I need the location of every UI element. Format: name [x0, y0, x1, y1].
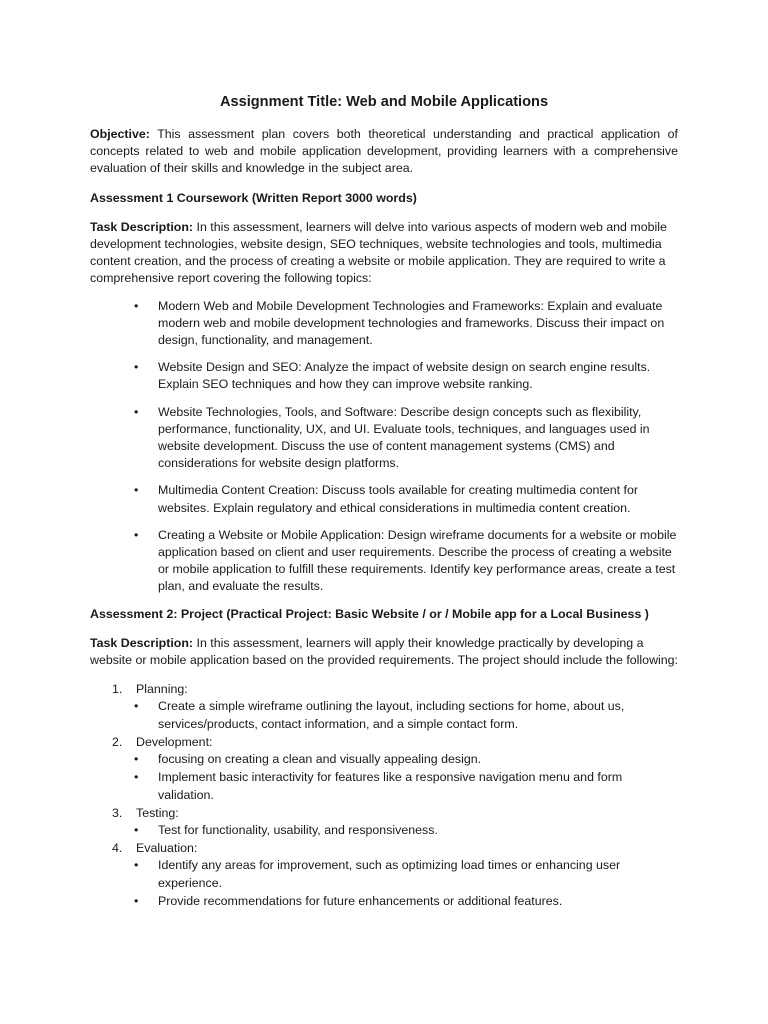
topic-text: Website Design and SEO: Analyze the impact of website design on search engine results. Explain SEO techniques and how they can improve website ranking. — [158, 360, 651, 392]
bullet-icon: • — [134, 858, 139, 873]
step-label: Planning: — [136, 682, 188, 697]
sub-list — [136, 857, 678, 910]
page-title: Assignment Title: Web and Mobile Applications — [219, 94, 549, 110]
topic-text: Modern Web and Mobile Development Technologies and Frameworks: Explain and evaluate modern web and mobile development technologies and frameworks. Discuss their impact on design, functionality, and management. — [158, 298, 665, 348]
bullet-icon: • — [134, 770, 139, 785]
bullet-icon: • — [134, 360, 139, 375]
bullet-icon: • — [134, 483, 139, 498]
sub-item-text: Implement basic interactivity for features like a responsive navigation menu and form validation. — [158, 770, 623, 802]
bullet-icon: • — [134, 298, 139, 313]
topic-text: Creating a Website or Mobile Application: Design wireframe documents for a website or mobile application based on client and user requirements. Describe the process of creating a website or mobile application to fulfill these requirements. Identify key performance areas, create a test plan, and evaluate the results. — [158, 527, 677, 594]
step-number: 3. — [112, 805, 123, 820]
list-item — [136, 769, 678, 803]
step-label: Development: — [136, 734, 213, 749]
assessment-2-task-description — [90, 635, 678, 669]
list-item — [90, 482, 678, 516]
objective-label: Objective: — [90, 127, 150, 141]
bullet-icon: • — [134, 404, 139, 419]
sub-list — [136, 822, 678, 839]
assessment-2-heading: Assessment 2: Project (Practical Project: Basic Website / or / Mobile app for a Local Business ) — [90, 606, 649, 621]
step-item-evaluation — [90, 840, 678, 910]
sub-list — [136, 751, 678, 804]
list-item — [90, 298, 678, 350]
sub-item-text: Test for functionality, usability, and responsiveness. — [158, 822, 438, 837]
bullet-icon: • — [134, 893, 139, 908]
step-number: 4. — [112, 841, 123, 856]
topics-list — [90, 298, 678, 596]
list-item — [136, 698, 678, 732]
step-number: 2. — [112, 734, 123, 749]
step-item-development — [90, 734, 678, 804]
objective-paragraph — [90, 126, 678, 178]
list-item — [136, 822, 678, 839]
step-label: Evaluation: — [136, 841, 198, 856]
list-item — [136, 893, 678, 910]
topic-text: Website Technologies, Tools, and Software: Describe design concepts such as flexibility, performance, functionality, UX, and UI. Evaluate tools, techniques, and languages used in website development. Discuss the use of content management systems (CMS) and considerations for website design platforms. — [158, 404, 650, 471]
task-label: Task Description: — [90, 219, 194, 234]
step-label: Testing: — [136, 805, 179, 820]
bullet-icon: • — [134, 699, 139, 714]
list-item — [90, 404, 678, 473]
sub-item-text: Provide recommendations for future enhancements or additional features. — [158, 893, 563, 908]
step-number: 1. — [112, 682, 123, 697]
list-item — [136, 857, 678, 891]
assessment-1-heading: Assessment 1 Coursework (Written Report 3000 words) — [90, 190, 417, 205]
topic-text: Multimedia Content Creation: Discuss tools available for creating multimedia content for websites. Explain regulatory and ethical considerations in multimedia content creation. — [158, 483, 639, 515]
task-label: Task Description: — [90, 635, 194, 650]
list-item — [136, 751, 678, 768]
project-steps-list — [90, 681, 678, 910]
task-text: In this assessment, learners will delve into various aspects of modern web and mobile development technologies, website design, SEO techniques, website technologies and tools, multimedia content creation, and the process of creating a website or mobile application. They are required to write a comprehensive report covering the following topics: — [90, 219, 667, 286]
bullet-icon: • — [134, 527, 139, 542]
sub-item-text: Identify any areas for improvement, such as optimizing load times or enhancing user experience. — [158, 858, 621, 890]
bullet-icon: • — [134, 752, 139, 767]
bullet-icon: • — [134, 822, 139, 837]
sub-item-text: focusing on creating a clean and visually appealing design. — [158, 752, 482, 767]
sub-item-text: Create a simple wireframe outlining the layout, including sections for home, about us, services/products, contact information, and a simple contact form. — [158, 699, 625, 731]
step-item-testing — [90, 805, 678, 839]
objective-text: This assessment plan covers both theoretical understanding and practical application of concepts related to web and mobile application development, providing learners with a comprehensive evaluation of their skills and knowledge in the subject area. — [90, 127, 678, 176]
sub-list — [136, 698, 678, 732]
assessment-1-task-description — [90, 219, 678, 288]
list-item — [90, 359, 678, 393]
task-text: In this assessment, learners will apply their knowledge practically by developing a website or mobile application based on the provided requirements. The project should include the following: — [90, 635, 678, 668]
step-item-planning — [90, 681, 678, 733]
list-item — [90, 527, 678, 596]
